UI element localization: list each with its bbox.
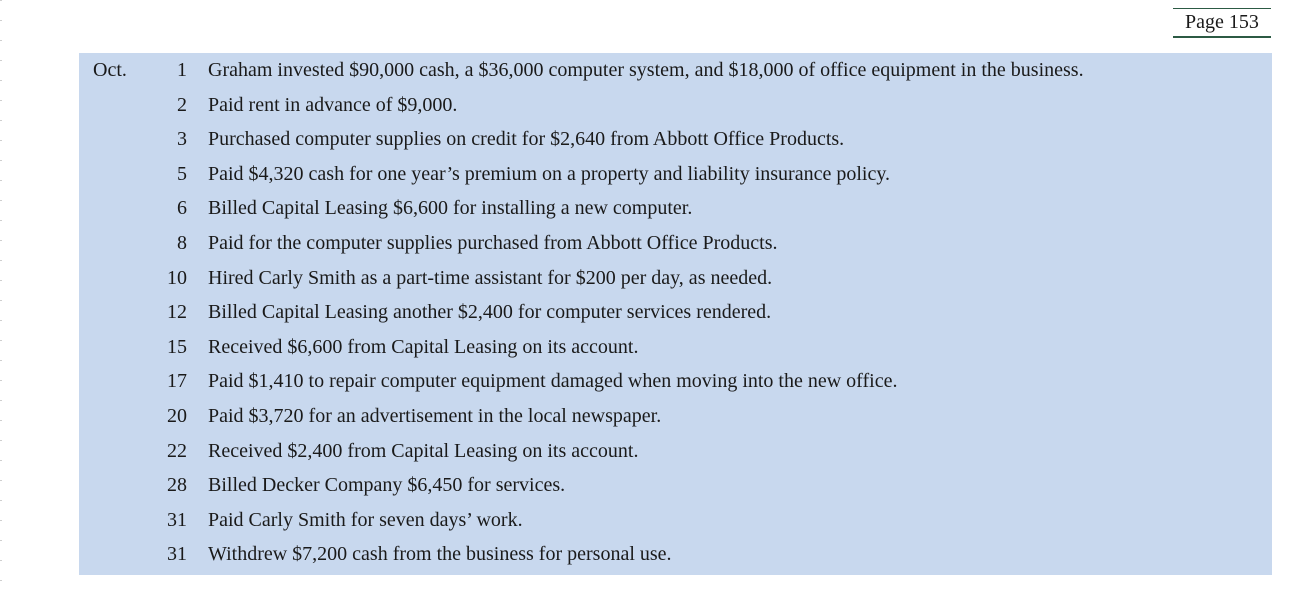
- transaction-day: 12: [167, 301, 187, 324]
- transaction-row: [79, 364, 1272, 398]
- transaction-row: [79, 122, 1272, 156]
- transaction-row: [79, 157, 1272, 191]
- transaction-description: Paid rent in advance of $9,000.: [208, 93, 458, 116]
- transaction-day: 8: [177, 232, 187, 254]
- transaction-day: 31: [167, 543, 187, 566]
- transaction-row: [79, 503, 1272, 537]
- transaction-day: 28: [167, 474, 187, 497]
- transaction-row: [79, 330, 1272, 364]
- transaction-row: [79, 399, 1272, 433]
- transaction-description: Purchased computer supplies on credit for $2,640 from Abbott Office Products.: [208, 128, 845, 151]
- transaction-description: Billed Decker Company $6,450 for services.: [208, 474, 566, 497]
- transaction-row: [79, 434, 1272, 468]
- left-margin-guide: [0, 0, 2, 590]
- transaction-description: Paid $3,720 for an advertisement in the local newspaper.: [208, 405, 662, 427]
- transaction-row: [79, 261, 1272, 295]
- transaction-row: [79, 226, 1272, 260]
- transaction-description: Paid $1,410 to repair computer equipment damaged when moving into the new office.: [208, 370, 898, 393]
- transactions-panel: [79, 53, 1272, 575]
- transaction-day: 22: [167, 439, 187, 462]
- transaction-day: 31: [167, 508, 187, 531]
- transaction-description: Paid $4,320 cash for one year’s premium on a property and liability insurance policy.: [208, 162, 891, 185]
- transaction-description: Billed Capital Leasing $6,600 for installing a new computer.: [208, 197, 693, 220]
- transaction-description: Paid for the computer supplies purchased from Abbott Office Products.: [208, 232, 778, 254]
- transaction-row: [79, 88, 1272, 122]
- transaction-row: [79, 537, 1272, 571]
- transaction-description: Received $6,600 from Capital Leasing on its account.: [208, 335, 639, 358]
- transaction-day: 1: [177, 59, 187, 81]
- transaction-row: [79, 191, 1272, 225]
- transaction-row: [79, 468, 1272, 502]
- month-label: Oct.: [93, 59, 127, 81]
- transaction-day: 6: [177, 197, 187, 220]
- transaction-row: [79, 295, 1272, 329]
- page-number-label: Page 153: [1173, 8, 1271, 38]
- transaction-description: Received $2,400 from Capital Leasing on its account.: [208, 439, 639, 462]
- transaction-day: 3: [177, 128, 187, 151]
- transaction-description: Withdrew $7,200 cash from the business for personal use.: [208, 543, 672, 566]
- transaction-description: Graham invested $90,000 cash, a $36,000 computer system, and $18,000 of office equipment in the business.: [208, 59, 1084, 81]
- transaction-day: 5: [177, 162, 187, 185]
- transaction-description: Paid Carly Smith for seven days’ work.: [208, 508, 523, 531]
- transaction-day: 17: [167, 370, 187, 393]
- transaction-description: Billed Capital Leasing another $2,400 for computer services rendered.: [208, 301, 772, 324]
- transaction-description: Hired Carly Smith as a part-time assistant for $200 per day, as needed.: [208, 266, 773, 289]
- transaction-day: 10: [167, 266, 187, 289]
- transaction-day: 20: [167, 405, 187, 427]
- transaction-row: [79, 53, 1272, 87]
- transaction-day: 15: [167, 335, 187, 358]
- transaction-day: 2: [177, 93, 187, 116]
